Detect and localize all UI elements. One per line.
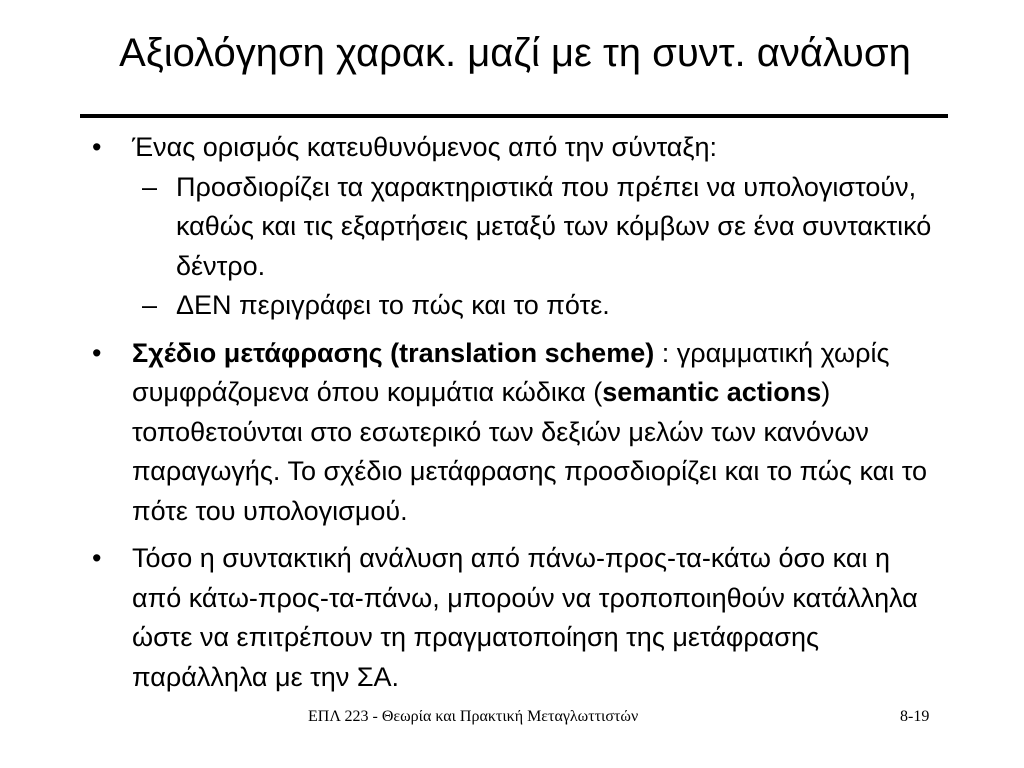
sub-item-2 <box>92 286 942 326</box>
bullet-item-1 <box>92 128 942 168</box>
page-number: 8-19 <box>900 708 930 725</box>
translation-scheme-term: Σχέδιο μετάφρασης (translation scheme) <box>132 337 655 368</box>
bullet-2-text-part1: : γραμματική χωρίς συμφράζομενα όπου κομμάτια κώδικα ( <box>132 337 890 407</box>
sub-item-2-text: ΔΕΝ περιγράφει το πώς και το πότε. <box>176 290 610 320</box>
dash-marker: – <box>142 171 158 202</box>
bullet-item-2 <box>92 334 942 532</box>
footer-course-title: ΕΠΛ 223 - Θεωρία και Πρακτική Μεταγλωττιστών <box>308 708 639 725</box>
bullet-marker: • <box>92 543 102 573</box>
bullet-item-3 <box>92 539 942 697</box>
bullet-marker: • <box>92 132 102 162</box>
sub-item-1 <box>92 168 942 287</box>
semantic-actions-term: semantic actions <box>602 377 822 407</box>
dash-marker: – <box>142 290 158 320</box>
bullet-marker: • <box>92 337 102 368</box>
bullet-3-text: Τόσο η συντακτική ανάλυση από πάνω-προς-τα-κάτω όσο και η από κάτω-προς-τα-πάνω, μπορούν να τροποποιηθούν κατάλληλα ώστε να επιτρέπουν τη πραγματοποίηση της μετάφρασης παράλληλα με την ΣΑ. <box>132 543 918 692</box>
slide-body <box>92 128 942 697</box>
sub-item-1-text: Προσδιορίζει τα χαρακτηριστικά που πρέπει να υπολογιστούν, καθώς και τις εξαρτήσεις μεταξύ των κόμβων σε ένα συντακτικό δέντρο. <box>176 171 932 281</box>
slide-title: Αξιολόγηση χαρακ. μαζί με τη συντ. ανάλυση <box>119 31 911 75</box>
bullet-2-text-part2: ) τοποθετούνται στο εσωτερικό των δεξιών μελών των κανόνων παραγωγής. Το σχέδιο μετάφρασης προσδιορίζει και το πώς και το πότε του υπολογισμού. <box>132 377 928 526</box>
bullet-1-text: Ένας ορισμός κατευθυνόμενος από την σύνταξη: <box>132 132 717 162</box>
title-underline <box>80 114 948 118</box>
